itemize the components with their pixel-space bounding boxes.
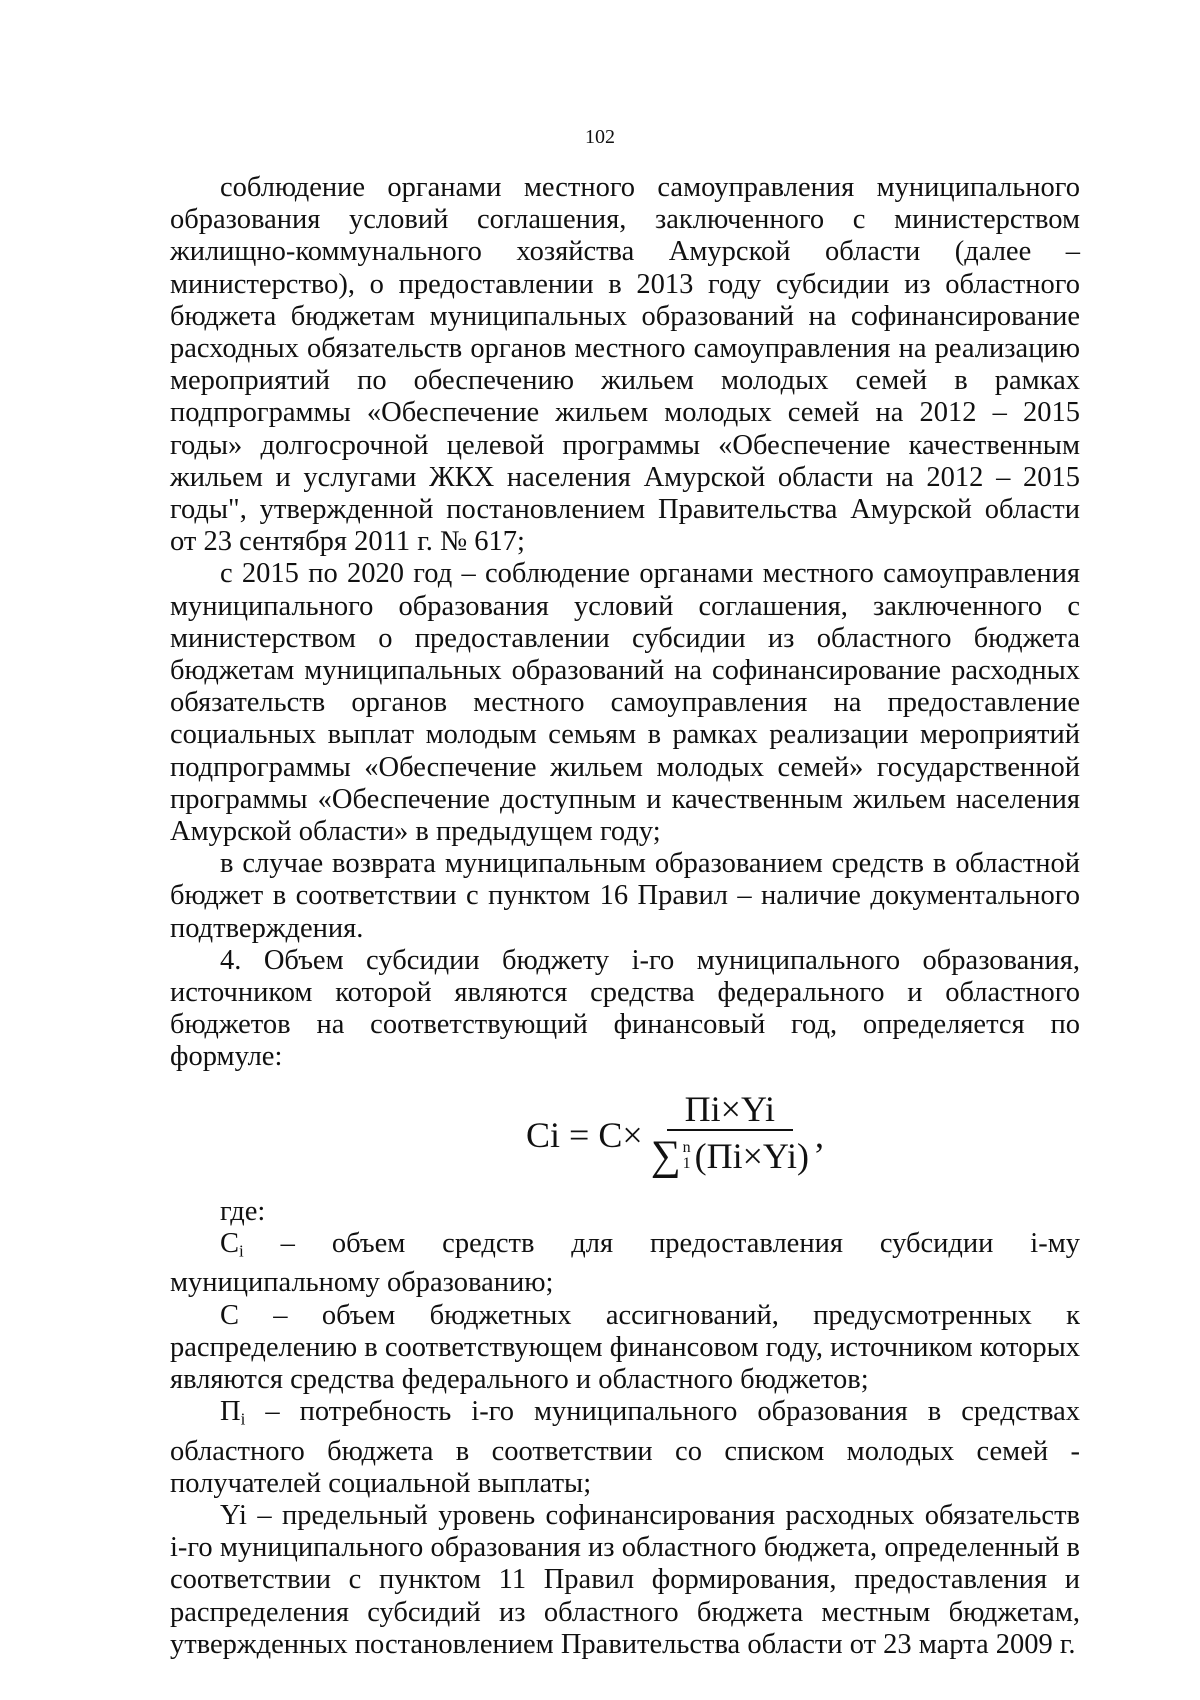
definition-pi <box>170 1396 1080 1500</box>
formula-fraction <box>650 1088 809 1179</box>
subsidy-formula <box>270 1074 1080 1196</box>
paragraph-subsidy-volume: 4. Объем субсидии бюджету i-го муниципального образования, источником которой являются средства федерального и областного бюджетов на соответствующий финансовый год, определяется по формуле: <box>170 944 1080 1073</box>
definition-yi: Yi – предельный уровень софинансирования расходных обязательств i-го муниципального образования из областного бюджета, определенный в соответствии с пунктом 11 Правил формирования, предоставления и распределения субсидий из областного бюджета местным бюджетам, утвержденных постановлением Правительства области от 23 марта 2009 г. <box>170 1500 1080 1660</box>
ci-subscript: i <box>239 1241 244 1261</box>
where-label: где: <box>220 1195 266 1227</box>
definition-c: С – объем бюджетных ассигнований, предусмотренных к распределению в соответствующем финансовом году, источником которых являются средства федерального и областного бюджетов; <box>170 1299 1081 1395</box>
pi-symbol: П <box>220 1396 241 1428</box>
paragraph-agreement-2015-2020: с 2015 по 2020 год – соблюдение органами местного самоуправления муниципального образования условий соглашения, заключенного с министерством о предоставлении субсидии из областного бюджета бюджетам муниципальных образований на софинансирование расходных обязательств органов местного самоуправления на предоставление социальных выплат молодым семьям в рамках реализации мероприятий подпрограммы «Обеспечение жильем молодых семей» государственной программы «Обеспечение доступным и качественным жильем населения Амурской области» в предыдущем году; <box>170 558 1080 848</box>
formula-numerator: Пi×Yi <box>667 1093 793 1131</box>
paragraph-refund: в случае возврата муниципальным образованием средств в областной бюджет в соответствии с пунктом 16 Правил – наличие документального подтверждения. <box>170 848 1080 944</box>
ci-definition-text: – объем средств для предоставления субсидии i-му муниципальному образованию; <box>170 1227 1080 1299</box>
sum-upper-limit: n <box>682 1138 691 1156</box>
formula-denominator <box>651 1131 809 1177</box>
definition-ci <box>170 1228 1080 1300</box>
formula-comma: , <box>814 1114 824 1155</box>
sum-limits <box>683 1140 691 1172</box>
formula-lhs: Ci = C× <box>526 1114 643 1155</box>
document-body <box>170 172 1080 1661</box>
sum-sign: ∑ <box>650 1132 681 1179</box>
formula-denominator-term: (Пi×Yi) <box>694 1135 809 1176</box>
ci-symbol: C <box>220 1227 240 1259</box>
pi-definition-text: – потребность i-го муниципального образования в средствах областного бюджета в соответствии со списком молодых семей - получателей социальной выплаты; <box>170 1396 1080 1499</box>
sum-lower-limit: 1 <box>682 1154 691 1172</box>
paragraph-agreement-2013: соблюдение органами местного самоуправления муниципального образования условий соглашения, заключенного с министерством жилищно-коммунального хозяйства Амурской области (далее – министерство), о предоставлении в 2013 году субсидии из областного бюджета бюджетам муниципальных образований на софинансирование расходных обязательств органов местного самоуправления на реализацию мероприятий по обеспечению жильем молодых семей в рамках подпрограммы «Обеспечение жильем молодых семей на 2012 – 2015 годы» долгосрочной целевой программы «Обеспечение качественным жильем и услугами ЖКХ населения Амурской области на 2012 – 2015 годы", утвержденной постановлением Правительства Амурской области от 23 сентября 2011 г. № 617; <box>170 172 1080 558</box>
page-number: 102 <box>585 126 615 148</box>
pi-subscript: i <box>240 1409 246 1429</box>
